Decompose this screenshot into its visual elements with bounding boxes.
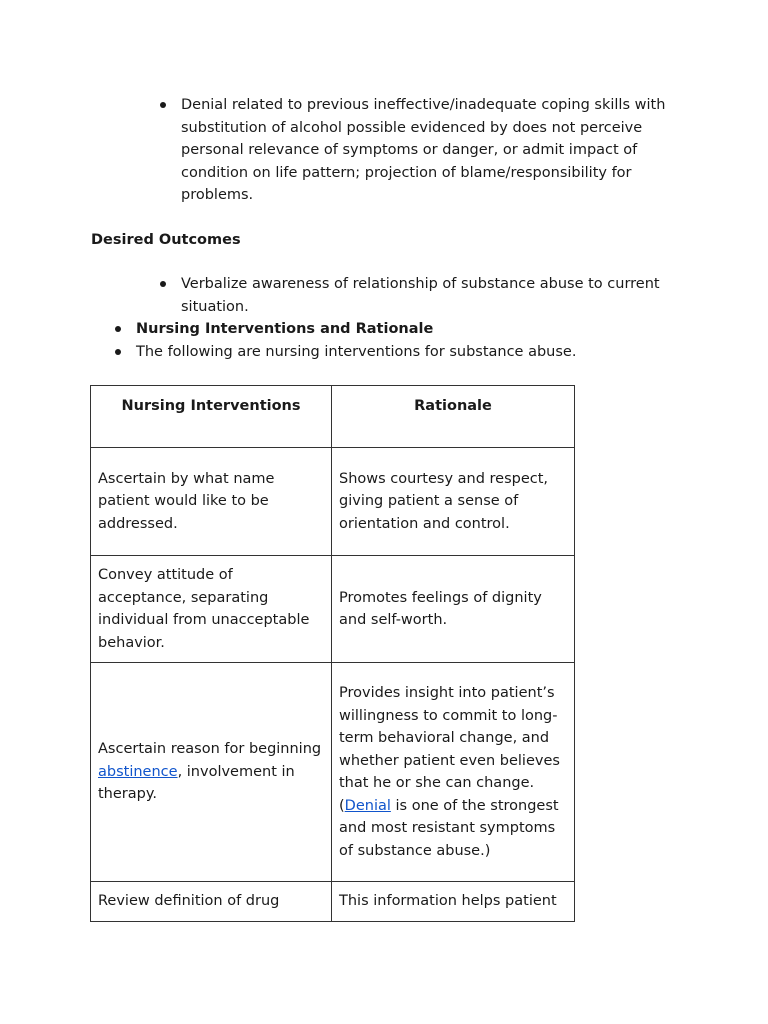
bullet-icon <box>115 326 121 332</box>
problem-text: Denial related to previous ineffective/inadequate coping skills with substitution of alcohol possible evidenced by does not perceive personal relevance of symptoms or danger, or admit impact of condition on life pattern; projection of blame/responsibility for problems. <box>181 97 666 203</box>
table-row <box>91 556 575 663</box>
bullet-icon <box>160 281 166 287</box>
intervention-cell: Convey attitude of acceptance, separating individual from unacceptable behavior. <box>91 556 332 663</box>
interventions-heading: Nursing Interventions and Rationale <box>136 321 434 337</box>
list-item <box>115 318 675 341</box>
rationale-cell: Shows courtesy and respect, giving patient a sense of orientation and control. <box>332 448 575 556</box>
rationale-cell: Promotes feelings of dignity and self-worth. <box>332 556 575 663</box>
header-nursing-interventions: Nursing Interventions <box>91 386 332 448</box>
table-row <box>91 663 575 882</box>
intervention-text-before: Ascertain reason for beginning <box>98 741 322 758</box>
denial-link[interactable]: Denial <box>344 797 391 814</box>
section-heading-desired-outcomes: Desired Outcomes <box>91 232 241 248</box>
rationale-cell <box>332 663 575 882</box>
rationale-text-after: is one of the strongest and most resistant symptoms of substance abuse.) <box>339 797 559 859</box>
list-item <box>160 273 680 318</box>
interventions-table <box>90 385 575 922</box>
intervention-cell: Ascertain by what name patient would like to be addressed. <box>91 448 332 556</box>
table-row <box>91 448 575 556</box>
bullet-icon <box>160 102 166 108</box>
intervention-cell <box>91 663 332 882</box>
table-row <box>91 882 575 922</box>
rationale-cell: This information helps patient <box>332 882 575 922</box>
intervention-text-after: , involvement in therapy. <box>98 763 295 803</box>
list-item <box>115 341 675 364</box>
abstinence-link[interactable]: abstinence <box>98 763 178 780</box>
bullet-icon <box>115 349 121 355</box>
intervention-cell: Review definition of drug <box>91 882 332 922</box>
list-item <box>160 94 680 207</box>
rationale-text-before: Provides insight into patient’s willingness to commit to long-term behavioral change, and whether patient even believes that he or she can change. ( <box>339 685 560 814</box>
header-rationale: Rationale <box>332 386 575 448</box>
outcome-text: Verbalize awareness of relationship of substance abuse to current situation. <box>181 276 660 315</box>
table-header-row <box>91 386 575 448</box>
interventions-intro-text: The following are nursing interventions for substance abuse. <box>136 344 577 360</box>
